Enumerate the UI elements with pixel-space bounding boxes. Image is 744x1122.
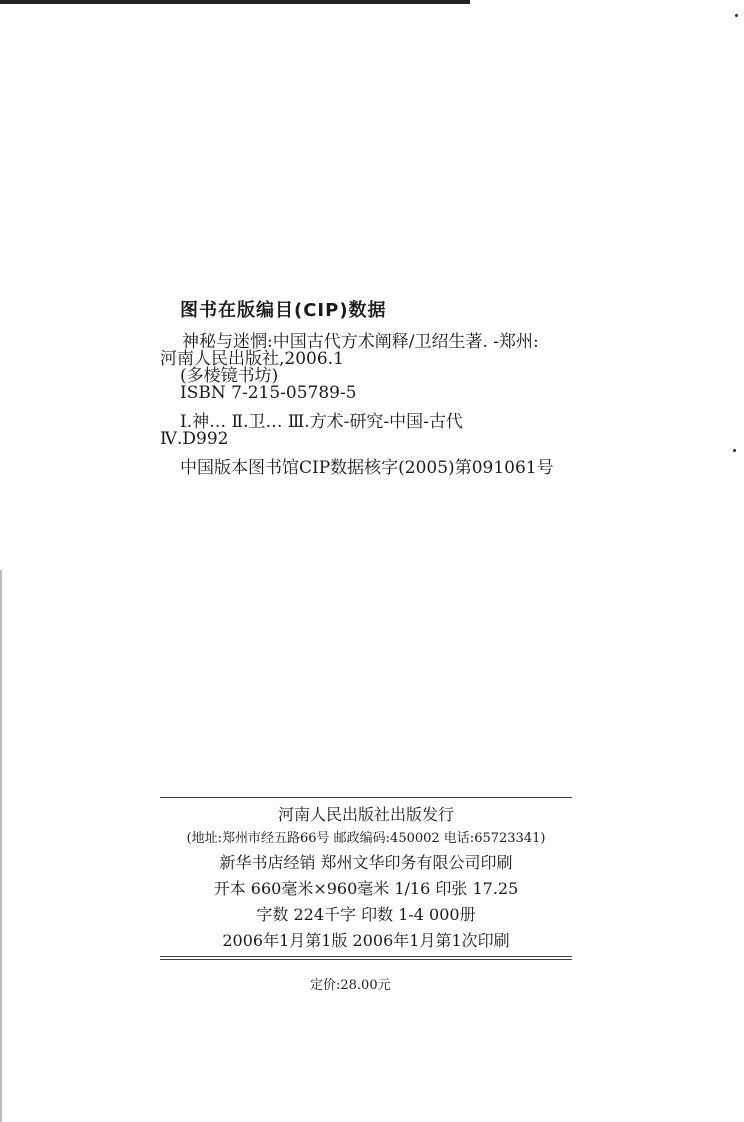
counts-line: 字数 224千字 印数 1-4 000册 bbox=[256, 905, 476, 924]
page-left-edge bbox=[0, 570, 2, 1122]
colophon-top-rule bbox=[160, 797, 572, 798]
cip-line: 中国版本图书馆CIP数据核字(2005)第091061号 bbox=[180, 458, 554, 478]
edition-line: 2006年1月第1版 2006年1月第1次印刷 bbox=[222, 931, 510, 950]
cip-line: 神秘与迷惘:中国古代方术阐释/卫绍生著. -郑州: bbox=[182, 332, 539, 352]
address-line: (地址:郑州市经五路66号 邮政编码:450002 电话:65723341) bbox=[186, 831, 546, 846]
price-label: 定价:28.00元 bbox=[310, 978, 391, 993]
colophon-block bbox=[160, 797, 572, 960]
colophon-bottom-rule bbox=[160, 956, 572, 960]
cip-line: 河南人民出版社,2006.1 bbox=[160, 349, 344, 369]
cip-block bbox=[160, 296, 640, 477]
publisher-line: 河南人民出版社出版发行 bbox=[277, 805, 454, 824]
cip-line: Ⅰ.神… Ⅱ.卫… Ⅲ.方术-研究-中国-古代 bbox=[180, 412, 463, 432]
scan-speck bbox=[733, 449, 736, 452]
distribution-line: 新华书店经销 郑州文华印务有限公司印刷 bbox=[219, 853, 513, 872]
format-line: 开本 660毫米×960毫米 1/16 印张 17.25 bbox=[213, 879, 519, 898]
cip-line: Ⅳ.D992 bbox=[160, 429, 229, 449]
cip-title: 图书在版编目(CIP)数据 bbox=[180, 300, 387, 321]
top-edge-rule bbox=[0, 0, 470, 4]
scan-speck bbox=[735, 14, 738, 17]
cip-line: ISBN 7-215-05789-5 bbox=[180, 383, 357, 403]
cip-line: (多棱镜书坊) bbox=[180, 366, 279, 386]
